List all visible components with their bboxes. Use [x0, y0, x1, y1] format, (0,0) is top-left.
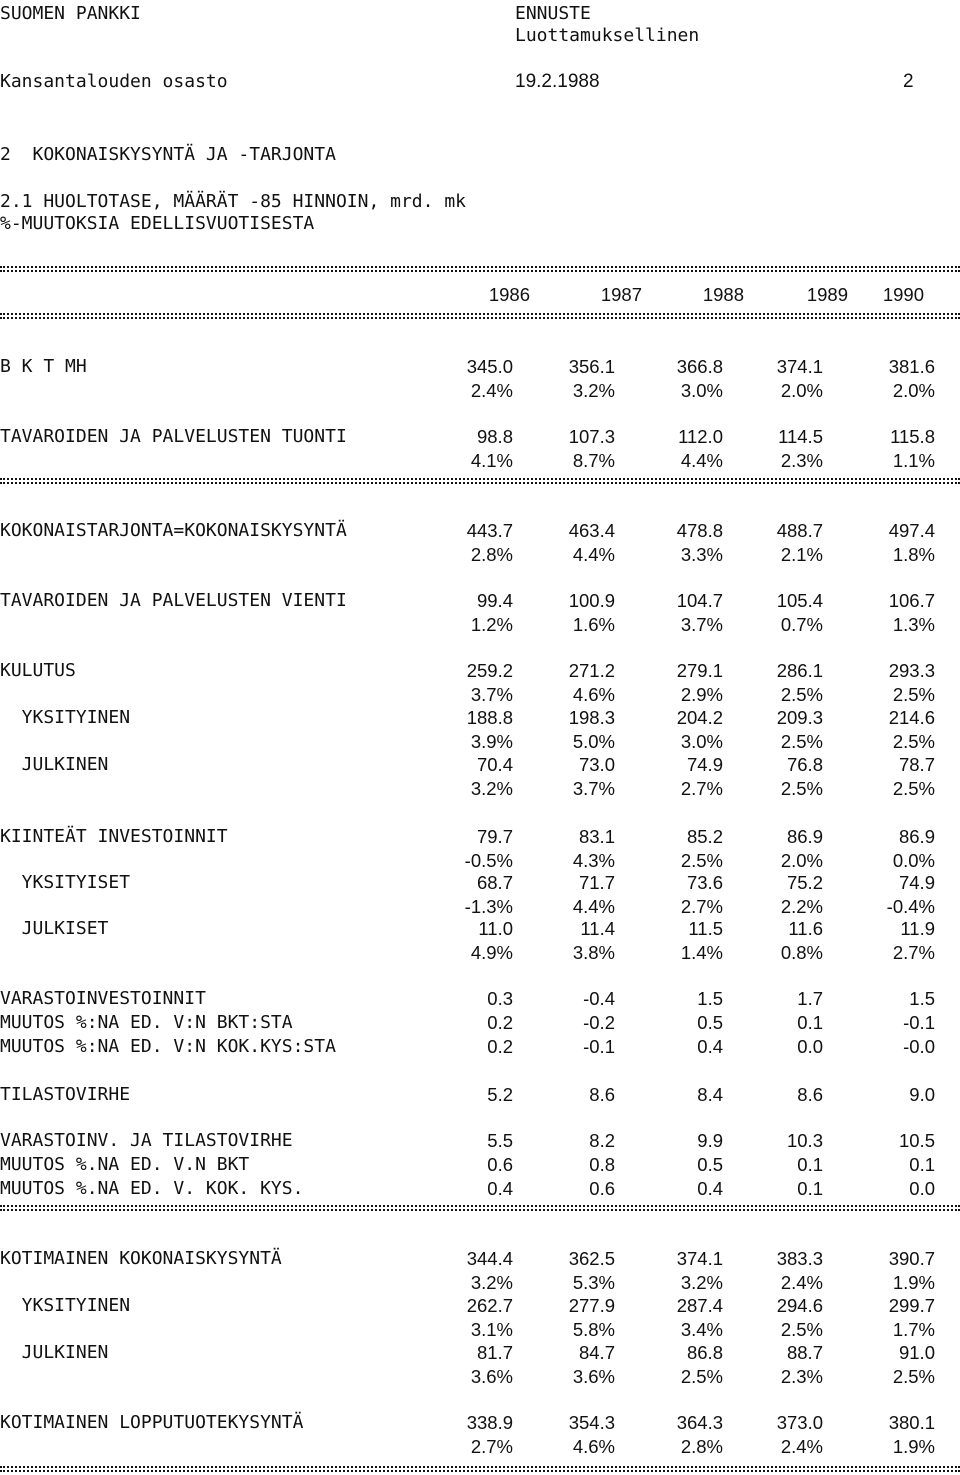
value-cell: 344.4: [466, 1248, 513, 1269]
value-cell: 299.7: [888, 1295, 935, 1316]
value-cell: 0.1: [797, 1154, 823, 1175]
year-1990: 1990: [882, 284, 924, 305]
double-rule: [0, 1205, 960, 1211]
change-cell: 3.0%: [680, 731, 723, 752]
value-cell: 443.7: [466, 520, 513, 541]
change-cell: 3.1%: [470, 1319, 513, 1340]
change-cell: 3.7%: [680, 614, 723, 635]
change-cell: 3.4%: [680, 1319, 723, 1340]
change-cell: 3.2%: [470, 1272, 513, 1293]
change-cell: 3.3%: [680, 544, 723, 565]
change-cell: -0.4%: [886, 896, 935, 917]
value-cell: 204.2: [676, 707, 723, 728]
value-cell: 488.7: [776, 520, 823, 541]
change-cell: 1.1%: [892, 450, 935, 471]
value-cell: 0.8: [589, 1154, 615, 1175]
value-cell: 0.4: [487, 1178, 513, 1199]
year-1989: 1989: [806, 284, 848, 305]
change-cell: 3.2%: [572, 380, 615, 401]
change-cell: 2.5%: [780, 684, 823, 705]
change-cell: 3.6%: [470, 1366, 513, 1387]
value-cell: 374.1: [676, 1248, 723, 1269]
value-cell: 74.9: [898, 872, 935, 893]
change-cell: 2.5%: [680, 850, 723, 871]
change-cell: 2.5%: [680, 1366, 723, 1387]
change-cell: 0.8%: [780, 942, 823, 963]
change-cell: 2.5%: [780, 778, 823, 799]
change-cell: 2.7%: [680, 778, 723, 799]
change-cell: 2.2%: [780, 896, 823, 917]
value-cell: 0.4: [697, 1036, 723, 1057]
value-cell: 88.7: [786, 1342, 823, 1363]
change-cell: 2.9%: [680, 684, 723, 705]
value-cell: 0.5: [697, 1012, 723, 1033]
double-rule: [0, 478, 960, 484]
change-cell: 1.2%: [470, 614, 513, 635]
value-cell: 9.0: [909, 1084, 935, 1105]
change-cell: 1.8%: [892, 544, 935, 565]
double-rule: [0, 1466, 960, 1472]
value-cell: 0.0: [797, 1036, 823, 1057]
value-cell: 81.7: [476, 1342, 513, 1363]
value-cell: 374.1: [776, 356, 823, 377]
row-label: TAVAROIDEN JA PALVELUSTEN TUONTI: [0, 426, 347, 447]
value-cell: -0.0: [903, 1036, 935, 1057]
value-cell: 8.6: [589, 1084, 615, 1105]
value-cell: 91.0: [898, 1342, 935, 1363]
value-cell: 0.2: [487, 1036, 513, 1057]
change-cell: 4.9%: [470, 942, 513, 963]
change-cell: -1.3%: [464, 896, 513, 917]
row-label: JULKINEN: [0, 1342, 109, 1363]
change-cell: 4.6%: [572, 1436, 615, 1457]
value-cell: 188.8: [466, 707, 513, 728]
org-name: SUOMEN PANKKI: [0, 3, 141, 24]
change-cell: 2.5%: [892, 684, 935, 705]
value-cell: 286.1: [776, 660, 823, 681]
change-cell: 3.7%: [572, 778, 615, 799]
value-cell: 338.9: [466, 1412, 513, 1433]
table-title: 2.1 HUOLTOTASE, MÄÄRÄT -85 HINNOIN, mrd. mk: [0, 191, 466, 212]
change-cell: 1.4%: [680, 942, 723, 963]
value-cell: 9.9: [697, 1130, 723, 1151]
value-cell: 98.8: [476, 426, 513, 447]
change-cell: 2.3%: [780, 1366, 823, 1387]
value-cell: -0.1: [903, 1012, 935, 1033]
value-cell: 99.4: [476, 590, 513, 611]
change-cell: 8.7%: [572, 450, 615, 471]
value-cell: 78.7: [898, 754, 935, 775]
value-cell: 366.8: [676, 356, 723, 377]
value-cell: 364.3: [676, 1412, 723, 1433]
change-cell: 3.7%: [470, 684, 513, 705]
change-cell: 2.7%: [892, 942, 935, 963]
value-cell: 105.4: [776, 590, 823, 611]
value-cell: 107.3: [568, 426, 615, 447]
double-rule: [0, 266, 960, 272]
value-cell: 1.7: [797, 988, 823, 1009]
value-cell: 294.6: [776, 1295, 823, 1316]
date: 19.2.1988: [515, 71, 600, 92]
value-cell: 86.9: [786, 826, 823, 847]
change-cell: 2.7%: [470, 1436, 513, 1457]
value-cell: 0.1: [797, 1012, 823, 1033]
value-cell: 104.7: [676, 590, 723, 611]
change-cell: 4.1%: [470, 450, 513, 471]
value-cell: 383.3: [776, 1248, 823, 1269]
change-cell: 3.9%: [470, 731, 513, 752]
change-cell: 3.2%: [470, 778, 513, 799]
value-cell: 271.2: [568, 660, 615, 681]
page-number: 2: [903, 71, 914, 92]
value-cell: 463.4: [568, 520, 615, 541]
change-cell: 5.3%: [572, 1272, 615, 1293]
change-cell: 2.5%: [892, 778, 935, 799]
row-label: B K T MH: [0, 356, 87, 377]
value-cell: 10.5: [898, 1130, 935, 1151]
change-cell: 2.5%: [892, 731, 935, 752]
row-label: MUUTOS %.NA ED. V. KOK. KYS.: [0, 1178, 304, 1199]
value-cell: 214.6: [888, 707, 935, 728]
value-cell: 11.6: [788, 918, 823, 939]
row-label: VARASTOINVESTOINNIT: [0, 988, 206, 1009]
value-cell: 497.4: [888, 520, 935, 541]
value-cell: 0.5: [697, 1154, 723, 1175]
value-cell: 259.2: [466, 660, 513, 681]
value-cell: 83.1: [578, 826, 615, 847]
section-title: 2 KOKONAISKYSYNTÄ JA -TARJONTA: [0, 144, 336, 165]
value-cell: 345.0: [466, 356, 513, 377]
value-cell: 1.5: [697, 988, 723, 1009]
change-cell: 1.3%: [892, 614, 935, 635]
value-cell: 114.5: [778, 426, 823, 447]
value-cell: 11.4: [580, 918, 615, 939]
change-cell: 2.4%: [470, 380, 513, 401]
value-cell: 381.6: [888, 356, 935, 377]
change-cell: 2.8%: [680, 1436, 723, 1457]
value-cell: 115.8: [890, 426, 935, 447]
value-cell: 356.1: [568, 356, 615, 377]
row-label: TILASTOVIRHE: [0, 1084, 131, 1105]
change-cell: 4.4%: [680, 450, 723, 471]
value-cell: 86.9: [898, 826, 935, 847]
value-cell: 79.7: [476, 826, 513, 847]
doc-type: ENNUSTE: [515, 3, 591, 24]
change-cell: 5.0%: [572, 731, 615, 752]
value-cell: 100.9: [568, 590, 615, 611]
value-cell: 0.1: [797, 1178, 823, 1199]
row-label: VARASTOINV. JA TILASTOVIRHE: [0, 1130, 293, 1151]
row-label: MUUTOS %.NA ED. V.N BKT: [0, 1154, 250, 1175]
row-label: YKSITYINEN: [0, 707, 131, 728]
row-label: KOTIMAINEN LOPPUTUOTEKYSYNTÄ: [0, 1412, 304, 1433]
value-cell: 86.8: [686, 1342, 723, 1363]
change-cell: 2.5%: [780, 1319, 823, 1340]
value-cell: 73.0: [578, 754, 615, 775]
change-cell: 2.5%: [780, 731, 823, 752]
value-cell: 362.5: [568, 1248, 615, 1269]
value-cell: 0.0: [909, 1178, 935, 1199]
change-cell: 3.8%: [572, 942, 615, 963]
change-cell: 2.8%: [470, 544, 513, 565]
value-cell: 74.9: [686, 754, 723, 775]
confidentiality: Luottamuksellinen: [515, 25, 700, 46]
value-cell: -0.2: [583, 1012, 615, 1033]
value-cell: 8.6: [797, 1084, 823, 1105]
value-cell: 262.7: [466, 1295, 513, 1316]
value-cell: 11.0: [478, 918, 513, 939]
value-cell: 0.6: [589, 1178, 615, 1199]
value-cell: 198.3: [568, 707, 615, 728]
value-cell: 293.3: [888, 660, 935, 681]
value-cell: 287.4: [676, 1295, 723, 1316]
value-cell: 0.4: [697, 1178, 723, 1199]
value-cell: -0.1: [583, 1036, 615, 1057]
change-cell: 2.0%: [780, 380, 823, 401]
change-cell: 2.3%: [780, 450, 823, 471]
value-cell: 73.6: [686, 872, 723, 893]
value-cell: 76.8: [786, 754, 823, 775]
value-cell: 8.4: [697, 1084, 723, 1105]
change-cell: 3.6%: [572, 1366, 615, 1387]
change-cell: 4.3%: [572, 850, 615, 871]
change-cell: 2.4%: [780, 1436, 823, 1457]
value-cell: 209.3: [776, 707, 823, 728]
value-cell: 68.7: [476, 872, 513, 893]
change-cell: 4.4%: [572, 544, 615, 565]
value-cell: 106.7: [888, 590, 935, 611]
change-cell: 2.1%: [780, 544, 823, 565]
year-1986: 1986: [488, 284, 530, 305]
change-cell: 4.4%: [572, 896, 615, 917]
value-cell: 75.2: [786, 872, 823, 893]
row-label: KOTIMAINEN KOKONAISKYSYNTÄ: [0, 1248, 282, 1269]
change-cell: 2.0%: [780, 850, 823, 871]
value-cell: 10.3: [786, 1130, 823, 1151]
row-label: JULKISET: [0, 918, 109, 939]
value-cell: 70.4: [476, 754, 513, 775]
change-cell: 1.9%: [892, 1436, 935, 1457]
value-cell: 8.2: [589, 1130, 615, 1151]
value-cell: 85.2: [686, 826, 723, 847]
table-subtitle: %-MUUTOKSIA EDELLISVUOTISESTA: [0, 213, 315, 234]
value-cell: 5.2: [487, 1084, 513, 1105]
row-label: JULKINEN: [0, 754, 109, 775]
change-cell: 3.2%: [680, 1272, 723, 1293]
value-cell: 373.0: [776, 1412, 823, 1433]
row-label: TAVAROIDEN JA PALVELUSTEN VIENTI: [0, 590, 347, 611]
year-1987: 1987: [600, 284, 642, 305]
change-cell: 1.7%: [892, 1319, 935, 1340]
change-cell: -0.5%: [464, 850, 513, 871]
change-cell: 3.0%: [680, 380, 723, 401]
value-cell: 112.0: [678, 426, 723, 447]
row-label: YKSITYINEN: [0, 1295, 131, 1316]
value-cell: 390.7: [888, 1248, 935, 1269]
value-cell: 1.5: [909, 988, 935, 1009]
row-label: KOKONAISTARJONTA=KOKONAISKYSYNTÄ: [0, 520, 347, 541]
value-cell: 11.5: [688, 918, 723, 939]
row-label: YKSITYISET: [0, 872, 131, 893]
change-cell: 2.0%: [892, 380, 935, 401]
change-cell: 0.0%: [892, 850, 935, 871]
double-rule: [0, 313, 960, 319]
change-cell: 1.9%: [892, 1272, 935, 1293]
change-cell: 2.5%: [892, 1366, 935, 1387]
year-1988: 1988: [702, 284, 744, 305]
value-cell: 5.5: [487, 1130, 513, 1151]
row-label: KULUTUS: [0, 660, 76, 681]
value-cell: 0.1: [909, 1154, 935, 1175]
department: Kansantalouden osasto: [0, 71, 228, 92]
value-cell: 11.9: [900, 918, 935, 939]
row-label: MUUTOS %:NA ED. V:N BKT:STA: [0, 1012, 293, 1033]
change-cell: 2.4%: [780, 1272, 823, 1293]
value-cell: 71.7: [578, 872, 615, 893]
value-cell: 277.9: [568, 1295, 615, 1316]
value-cell: -0.4: [583, 988, 615, 1009]
value-cell: 380.1: [888, 1412, 935, 1433]
value-cell: 0.3: [487, 988, 513, 1009]
change-cell: 5.8%: [572, 1319, 615, 1340]
value-cell: 84.7: [578, 1342, 615, 1363]
value-cell: 0.2: [487, 1012, 513, 1033]
row-label: MUUTOS %:NA ED. V:N KOK.KYS:STA: [0, 1036, 336, 1057]
change-cell: 2.7%: [680, 896, 723, 917]
value-cell: 354.3: [568, 1412, 615, 1433]
value-cell: 279.1: [676, 660, 723, 681]
value-cell: 478.8: [676, 520, 723, 541]
change-cell: 0.7%: [780, 614, 823, 635]
value-cell: 0.6: [487, 1154, 513, 1175]
change-cell: 4.6%: [572, 684, 615, 705]
row-label: KIINTEÄT INVESTOINNIT: [0, 826, 228, 847]
change-cell: 1.6%: [572, 614, 615, 635]
